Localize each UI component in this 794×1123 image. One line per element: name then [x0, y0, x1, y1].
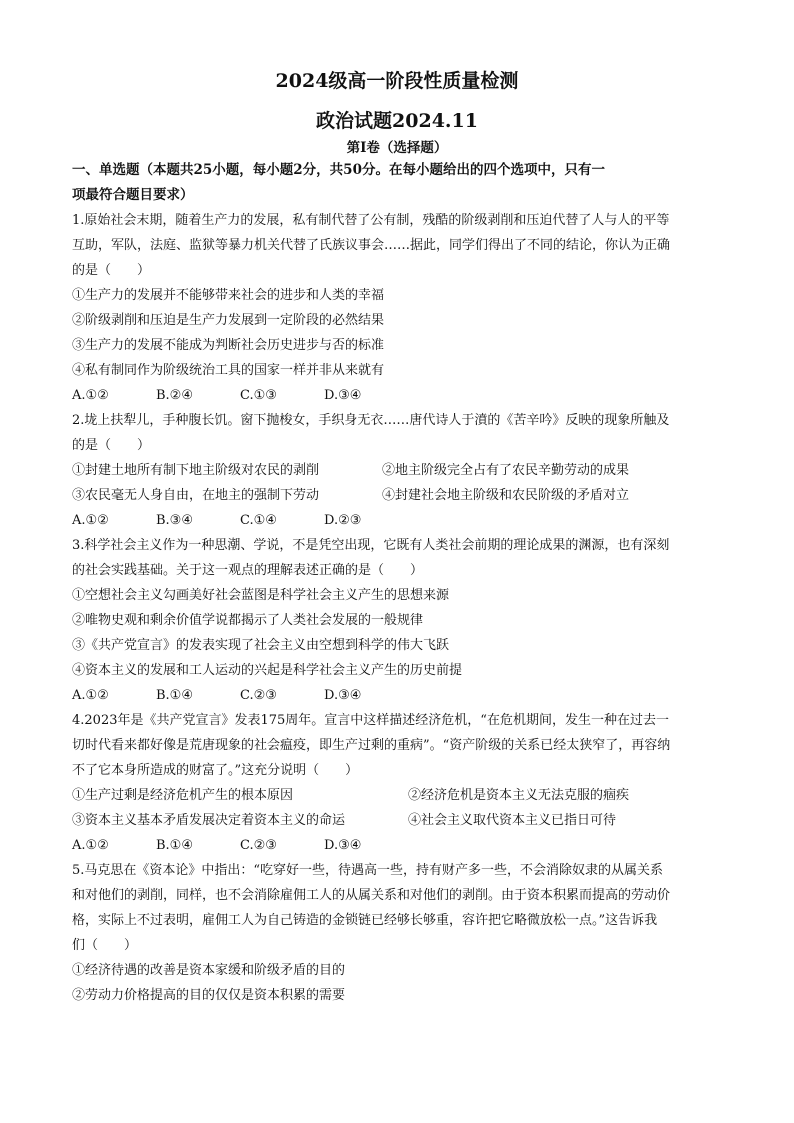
option-3: ③资本主义基本矛盾发展决定着资本主义的命运	[72, 813, 346, 828]
option-1: ①生产过剩是经济危机产生的根本原因	[72, 788, 294, 803]
option-3: ③农民毫无人身自由，在地主的强制下劳动	[72, 488, 320, 503]
question-3	[72, 533, 722, 708]
option-2: ②经济危机是资本主义无法克服的痼疾	[408, 788, 630, 803]
answer-d: D.③④	[324, 688, 362, 703]
section-heading-line1: 一、单选题（本题共25小题，每小题2分，共50分。在每小题给出的四个选项中，只有一	[72, 162, 605, 178]
answer-a: A.①②	[72, 688, 109, 703]
option-row	[72, 808, 722, 833]
question-2	[72, 408, 722, 533]
answer-a: A.①②	[72, 838, 109, 853]
question-1	[72, 208, 722, 408]
answer-d: D.③④	[324, 388, 362, 403]
option-3: ③《共产党宣言》的发表实现了社会主义由空想到科学的伟大飞跃	[72, 638, 450, 653]
option-3: ③生产力的发展不能成为判断社会历史进步与否的标准	[72, 338, 385, 353]
option-2: ②地主阶级完全占有了农民辛勤劳动的成果	[382, 463, 630, 478]
answer-choices	[72, 833, 722, 858]
answer-b: B.①④	[156, 688, 193, 703]
answer-choices	[72, 508, 722, 533]
question-stem-line: 互助，军队，法庭、监狱等暴力机关代替了氏族议事会……据此，同学们得出了不同的结论，你认为正确	[72, 238, 671, 253]
option-row	[72, 783, 722, 808]
question-stem-line: 5.马克思在《资本论》中指出：“吃穿好一些，待遇高一些，持有财产多一些，不会消除奴隶的从属关系	[72, 863, 664, 878]
exam-title: 2024级高一阶段性质量检测	[275, 70, 519, 92]
answer-d: D.③④	[324, 838, 362, 853]
section-heading-line2: 项最符合题目要求）	[72, 187, 194, 203]
question-stem-line: 2.垅上扶犁儿，手种腹长饥。窗下抛梭女，手织身无衣……唐代诗人于濆的《苦辛吟》反映的现象所触及	[72, 413, 670, 428]
option-row	[72, 483, 722, 508]
question-stem-line: 的是（ ）	[72, 263, 151, 278]
question-stem-line: 3.科学社会主义作为一种思潮、学说，不是凭空出现，它既有人类社会前期的理论成果的渊源，也有深刻	[72, 538, 670, 553]
volume-heading: 第Ⅰ卷（选择题）	[346, 140, 448, 156]
question-stem-line: 和对他们的剥削，同样，也不会消除雇佣工人的从属关系和对他们的剥削。由于资本积累而提高的劳动价	[72, 888, 671, 903]
option-1: ①生产力的发展并不能够带来社会的进步和人类的幸福	[72, 288, 385, 303]
question-5	[72, 858, 722, 1008]
answer-b: B.①④	[156, 838, 193, 853]
answer-b: B.②④	[156, 388, 193, 403]
option-4: ④社会主义取代资本主义已指日可待	[408, 813, 617, 828]
question-stem-line: 不了它本身所造成的财富了。”这充分说明（ ）	[72, 763, 359, 778]
answer-a: A.①②	[72, 388, 109, 403]
option-4: ④私有制同作为阶级统治工具的国家一样并非从来就有	[72, 363, 385, 378]
answer-choices	[72, 383, 722, 408]
question-stem-line: 1.原始社会末期，随着生产力的发展，私有制代替了公有制，残酷的阶级剥削和压迫代替了人与人的平等	[72, 213, 670, 228]
option-row	[72, 458, 722, 483]
option-1: ①经济待遇的改善是资本家缓和阶级矛盾的目的	[72, 963, 346, 978]
answer-c: C.①④	[240, 513, 277, 528]
exam-page	[72, 68, 722, 1008]
answer-a: A.①②	[72, 513, 109, 528]
answer-d: D.②③	[324, 513, 362, 528]
question-stem-line: 们（ ）	[72, 938, 138, 953]
option-4: ④封建社会地主阶级和农民阶级的矛盾对立	[382, 488, 630, 503]
option-2: ②阶级剥削和压迫是生产力发展到一定阶段的必然结果	[72, 313, 385, 328]
question-stem-line: 切时代看来都好像是荒唐现象的社会瘟疫，即生产过剩的重病”。“资产阶级的关系已经太狭窄了，再容纳	[72, 738, 671, 753]
question-stem-line: 格，实际上不过表明，雇佣工人为自己铸造的金锁链已经够长够重，容许把它略微放松一点。”这告诉我	[72, 913, 658, 928]
answer-c: C.②③	[240, 838, 277, 853]
question-4	[72, 708, 722, 858]
answer-c: C.②③	[240, 688, 277, 703]
option-2: ②劳动力价格提高的目的仅仅是资本积累的需要	[72, 988, 346, 1003]
answer-c: C.①③	[240, 388, 277, 403]
option-2: ②唯物史观和剩余价值学说都揭示了人类社会发展的一般规律	[72, 613, 424, 628]
option-1: ①封建土地所有制下地主阶级对农民的剥削	[72, 463, 320, 478]
question-stem-line: 的社会实践基础。关于这一观点的理解表述正确的是（ ）	[72, 563, 424, 578]
question-stem-line: 4.2023年是《共产党宣言》发表175周年。宣言中这样描述经济危机，“在危机期间，发生一种在过去一	[72, 713, 669, 728]
question-stem-line: 的是（ ）	[72, 438, 151, 453]
option-4: ④资本主义的发展和工人运动的兴起是科学社会主义产生的历史前提	[72, 663, 463, 678]
answer-choices	[72, 683, 722, 708]
answer-b: B.③④	[156, 513, 193, 528]
exam-subtitle: 政治试题2024.11	[316, 110, 478, 132]
option-1: ①空想社会主义勾画美好社会蓝图是科学社会主义产生的思想来源	[72, 588, 450, 603]
